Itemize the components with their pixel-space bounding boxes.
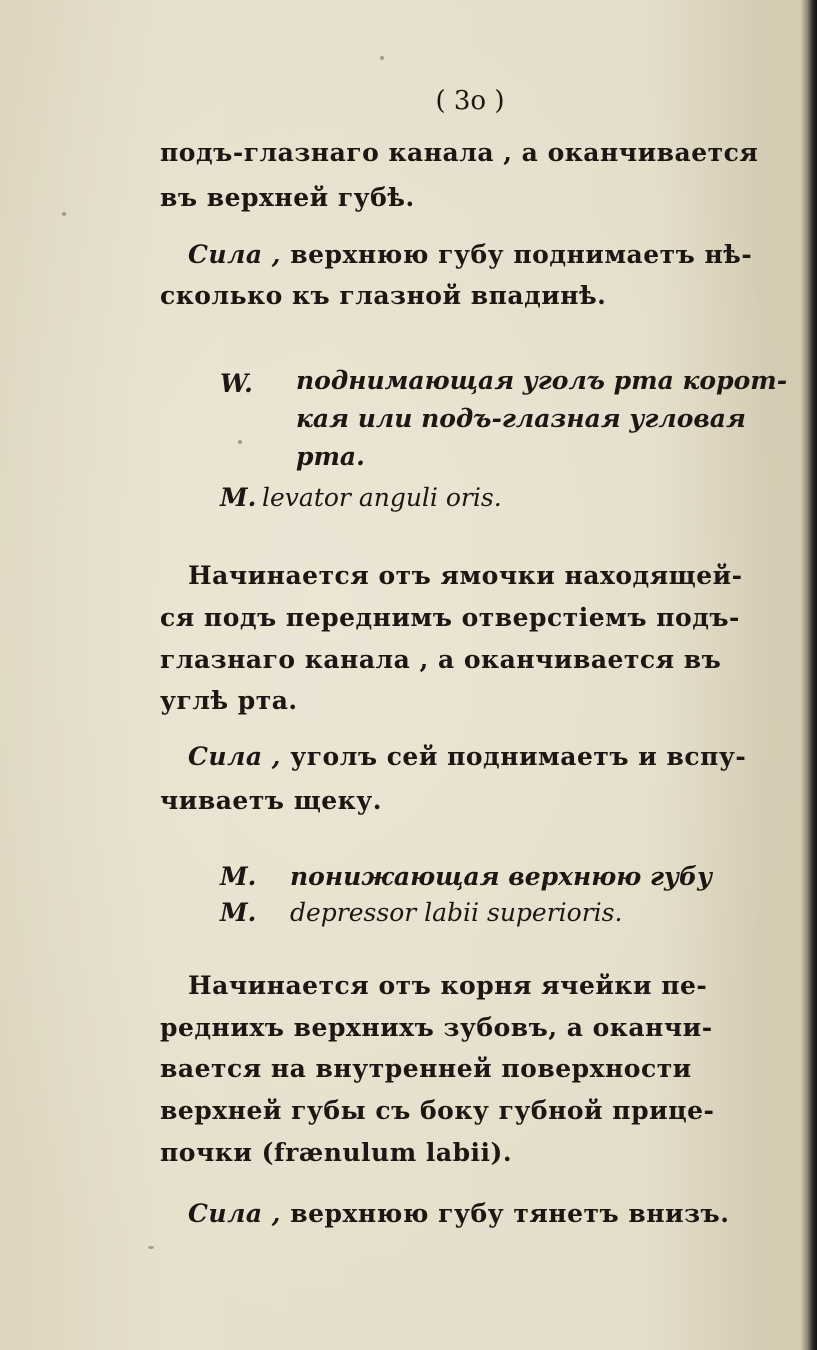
text-run: уголъ сей поднимаетъ и вспу-	[290, 742, 747, 771]
text-run: верхнюю губу поднимаетъ нѣ-	[290, 240, 753, 269]
latin-heading: depressor labii superioris.	[290, 898, 623, 927]
muscle-heading-mark: W.	[220, 369, 253, 398]
muscle-heading-line: поднимающая уголъ рта корот-	[296, 366, 788, 395]
text-line	[188, 1199, 729, 1229]
text-line	[188, 240, 752, 270]
text-line: реднихъ верхнихъ зубовъ, а оканчи-	[160, 1013, 713, 1042]
text-line: въ верхней губѣ.	[160, 183, 415, 212]
paper-speck	[62, 212, 66, 216]
text-run: верхнюю губу тянетъ внизъ.	[290, 1199, 730, 1228]
text-line: углѣ рта.	[160, 686, 298, 715]
text-line: чиваетъ щеку.	[160, 786, 382, 815]
muscle-heading-mark: M.	[220, 862, 257, 891]
text-line: почки (frænulum labii).	[160, 1138, 513, 1167]
latin-heading: levator anguli oris.	[262, 483, 502, 512]
text-line: подъ-глазнаго канала , а оканчивается	[160, 138, 759, 167]
text-line: Начинается отъ ямочки находящей-	[188, 561, 743, 590]
sila-label: Сила ,	[188, 240, 281, 269]
sila-label: Сила ,	[188, 1199, 281, 1228]
text-line: глазнаго канала , а оканчивается въ	[160, 645, 722, 674]
paper-speck	[238, 440, 242, 444]
text-line: сколько къ глазной впадинѣ.	[160, 281, 607, 310]
page-edge-shadow	[801, 0, 817, 1350]
muscle-heading-line: кая или подъ-глазная угловая	[296, 404, 746, 433]
text-line: вается на внутренней поверхности	[160, 1054, 692, 1083]
latin-heading-mark: M.	[220, 483, 257, 512]
text-line: ся подъ переднимъ отверстіемъ подъ-	[160, 603, 740, 632]
muscle-heading-line: рта.	[296, 442, 365, 471]
sila-label: Сила ,	[188, 742, 281, 771]
latin-heading-mark: M.	[220, 898, 257, 927]
muscle-heading-line: понижающая верхнюю губу	[290, 862, 713, 891]
page-number: ( 3o )	[435, 86, 505, 116]
paper-speck	[148, 1246, 154, 1249]
paper-speck	[380, 56, 384, 60]
text-line: верхней губы съ боку губной прице-	[160, 1096, 715, 1125]
text-line: Начинается отъ корня ячейки пе-	[188, 971, 708, 1000]
text-line	[188, 742, 746, 772]
